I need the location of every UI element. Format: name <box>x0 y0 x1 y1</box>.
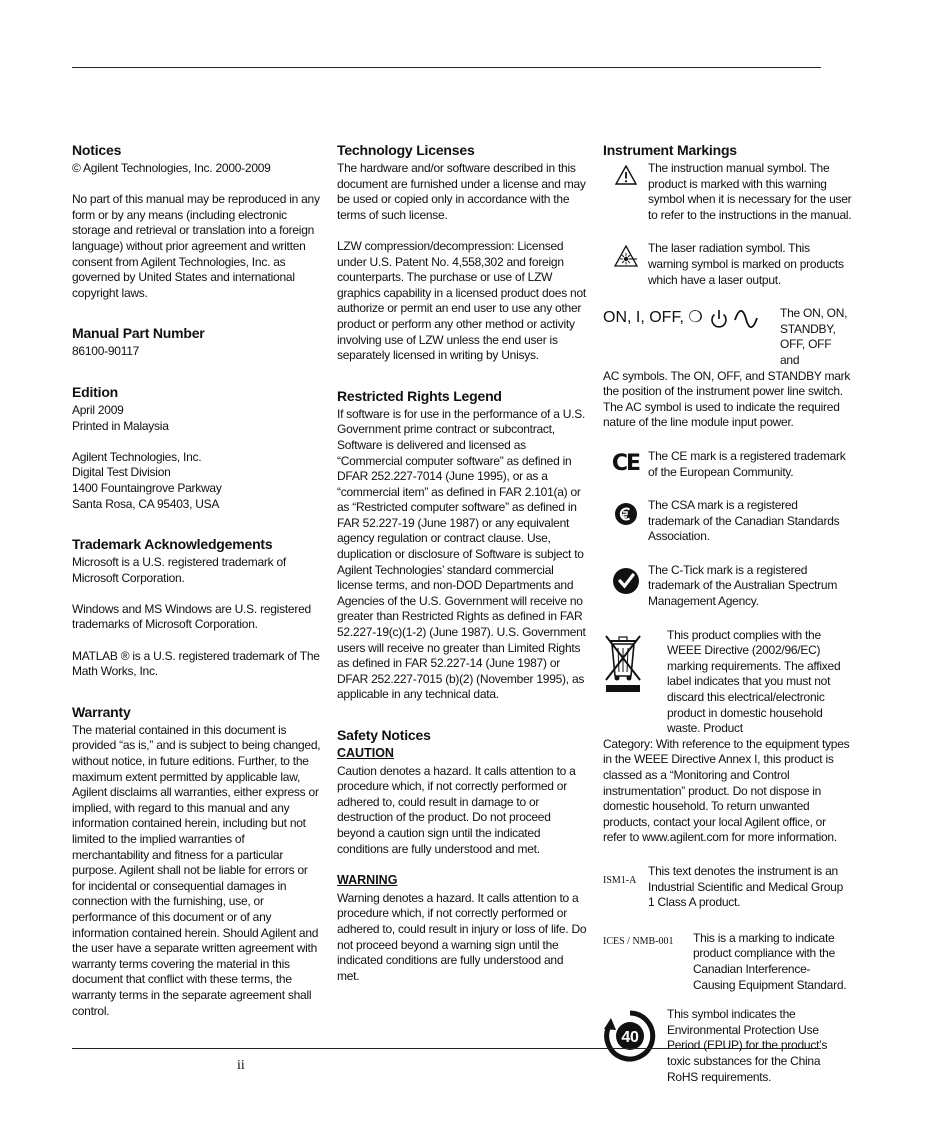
standby-power-icon <box>708 308 730 330</box>
address-line: Santa Rosa, CA 95403, USA <box>72 496 220 511</box>
power-symbols-text: AC symbols. The ON, OFF, and STANDBY mark the position of the instrument power line switch. The AC symbol is used to indicate the required nature of the line module input power. <box>603 368 851 430</box>
caution-label: CAUTION <box>337 746 394 760</box>
edition-printed: Printed in Malaysia <box>72 418 169 433</box>
edition-heading: Edition <box>72 383 119 400</box>
epup-text: This symbol indicates the Environmental Protection Use Period (EPUP) for the product’s toxic substances for the China RoHS requirements. <box>667 1007 828 1084</box>
part-number-value: 86100-90117 <box>72 344 140 359</box>
epup-40-icon <box>603 1009 657 1063</box>
weee-crossed-bin-icon <box>603 632 643 694</box>
license-item: LZW compression/decompression: Licensed under U.S. Patent No. 4,558,302 and foreign counterparts. The purchase or use of LZW graphics capability in a licensed product does not authorize or permit an end user to use any other product or perform any other method or activity involving use of LZW unless the end user is separately licensed in writing by Unisys. <box>337 238 586 363</box>
epup-row <box>603 1007 852 1085</box>
ism-text: This text denotes the instrument is an Industrial Scientific and Medical Group 1 Class A product. <box>648 863 844 910</box>
c-tick-row <box>603 563 852 610</box>
safety-section <box>337 727 587 984</box>
licenses-section <box>337 142 587 364</box>
manual-symbol-text: The instruction manual symbol. The product is marked with this warning symbol when it is necessary for the user to refer to the instructions in the manual. <box>648 161 852 222</box>
laser-radiation-icon <box>614 245 638 267</box>
warning-triangle-icon <box>615 165 637 185</box>
notices-section <box>72 142 322 301</box>
epup-value: 40 <box>621 1029 639 1047</box>
column-middle <box>337 142 587 1008</box>
edition-date: April 2009 <box>72 402 124 417</box>
top-rule <box>72 67 821 68</box>
csa-mark-text: The CSA mark is a registered trademark of the Canadian Standards Association. <box>648 498 840 544</box>
trademark-item: Windows and MS Windows are U.S. registered trademarks of Microsoft Corporation. <box>72 601 311 632</box>
trademark-item: Microsoft is a U.S. registered trademark of Microsoft Corporation. <box>72 555 286 585</box>
license-item: The hardware and/or software described in this document are furnished under a license and may be used or copied only in accordance with the terms of such license. <box>337 161 586 222</box>
safety-heading: Safety Notices <box>337 727 431 743</box>
address-line: Digital Test Division <box>72 465 171 480</box>
on-off-label: ON, I, OFF, ❍ <box>603 309 703 327</box>
ices-code: ICES / NMB-001 <box>603 935 674 947</box>
weee-row <box>603 628 852 737</box>
c-tick-icon <box>612 567 640 595</box>
licenses-heading: Technology Licenses <box>337 142 475 158</box>
power-symbols-row <box>603 306 852 368</box>
laser-symbol-row <box>603 241 852 288</box>
caution-body: Caution denotes a hazard. It calls attention to a procedure which, if not correctly performed or adhered to, could result in damage to or destruction of the product. Do not proceed beyond a caution sign until the indicated conditions are fully understood and met. <box>337 763 576 856</box>
ac-sine-icon <box>733 308 759 330</box>
warranty-section <box>72 704 322 1019</box>
laser-symbol-text: The laser radiation symbol. This warning symbol is marked on products which have a laser output. <box>648 241 844 287</box>
ism-code: ISM1-A <box>603 874 637 886</box>
edition-section <box>72 384 322 512</box>
on-off-text: The ON, ON, STANDBY, OFF, OFF and <box>780 306 848 367</box>
manual-symbol-row <box>603 161 852 223</box>
ce-mark-icon: CE <box>611 450 640 476</box>
csa-mark-icon <box>614 502 638 526</box>
warranty-body: The material contained in this document is provided “as is,” and is subject to being changed, without notice, in future editions. Further, to the maximum extent permitted by applicable law, Agilent disclaims all warranties, either express or implied, with regard to this manual and any information contained herein, including but not limited to the implied warranties of merchantability and fitness for a particular purpose. Agilent shall not be liable for errors or for incidental or consequential damages in connection with the furnishing, use, or performance of this document or of any information contained herein. Should Agilent and the user have a separate written agreement with warranty terms covering the material in this document that conflict with these terms, the warranty terms in the separate agreement shall control. <box>72 722 321 1018</box>
weee-text: This product complies with the WEEE Directive (2002/96/EC) marking requirements. The affixed label indicates that you must not discard this electrical/electronic product in domestic household waste. Product <box>667 627 841 736</box>
restricted-rights-section <box>337 388 587 703</box>
ices-text: This is a marking to indicate product compliance with the Canadian Interference-Causing Equipment Standard. <box>693 930 847 992</box>
restricted-body: If software is for use in the performance of a U.S. Government prime contract or subcontract, Software is delivered and licensed as “Commercial computer software” as defined in DFAR 252.227-7014 (June 1995), or as a “commercial item” as defined in FAR 2.101(a) or as “Restricted computer software” as defined in FAR 52.227-19 (June 1987) or any equivalent agency regulation or contract clause. Use, duplication or disclosure of Software is subject to Agilent Technologies’ standard commercial license terms, and non-DOD Departments and Agencies of the U.S. Government will receive no greater than Restricted Rights as defined in FAR 52.227-19(c)(1-2) (June 1987). U.S. Government users will receive no greater than Limited Rights as defined in FAR 52.227-14 (June 1987) or DFAR 252.227-7015 (b)(2) (November 1995), as applicable in any technical data. <box>337 406 586 702</box>
ce-mark-text: The CE mark is a registered trademark of the European Community. <box>648 448 846 479</box>
trademark-item: MATLAB ® is a U.S. registered trademark of The Math Works, Inc. <box>72 648 320 679</box>
page-number: ii <box>237 1058 245 1073</box>
column-right <box>603 142 852 1103</box>
bottom-rule <box>72 1048 821 1049</box>
notices-body: No part of this manual may be reproduced in any form or by any means (including electronic storage and retrieval or translation into a foreign language) without prior agreement and written consent from Agilent Technologies, Inc. as governed by United States and international copyright laws. <box>72 192 320 300</box>
c-tick-text: The C-Tick mark is a registered trademark of the Australian Spectrum Management Agency. <box>648 562 838 609</box>
warning-body: Warning denotes a hazard. It calls attention to a procedure which, if not correctly performed or adhered to, could result in injury or loss of life. Do not proceed beyond a warning sign until the indicated conditions are fully understood and met. <box>337 890 587 983</box>
part-number-section <box>72 325 322 360</box>
trademarks-heading: Trademark Acknowledgements <box>72 536 273 553</box>
notices-heading: Notices <box>72 142 122 158</box>
ce-mark-row <box>603 449 852 480</box>
markings-heading: Instrument Markings <box>603 142 737 158</box>
restricted-heading: Restricted Rights Legend <box>337 387 502 404</box>
copyright: © Agilent Technologies, Inc. 2000-2009 <box>72 161 271 175</box>
address-line: 1400 Fountaingrove Parkway <box>72 480 222 495</box>
part-number-heading: Manual Part Number <box>72 325 205 342</box>
weee-text-cont: Category: With reference to the equipment types in the WEEE Directive Annex I, this product is classed as a “Monitoring and Control instrumentation” product. Do not dispose in domestic household. To return unwanted products, contact your local Agilent office, or refer to www.agilent.com for more information. <box>603 736 850 845</box>
csa-mark-row <box>603 498 852 545</box>
ism-row <box>603 864 852 911</box>
warranty-heading: Warranty <box>72 703 131 720</box>
address-line: Agilent Technologies, Inc. <box>72 449 202 464</box>
ices-row <box>603 931 852 993</box>
column-left <box>72 142 322 1043</box>
trademarks-section <box>72 536 322 680</box>
warning-label: WARNING <box>337 873 398 888</box>
